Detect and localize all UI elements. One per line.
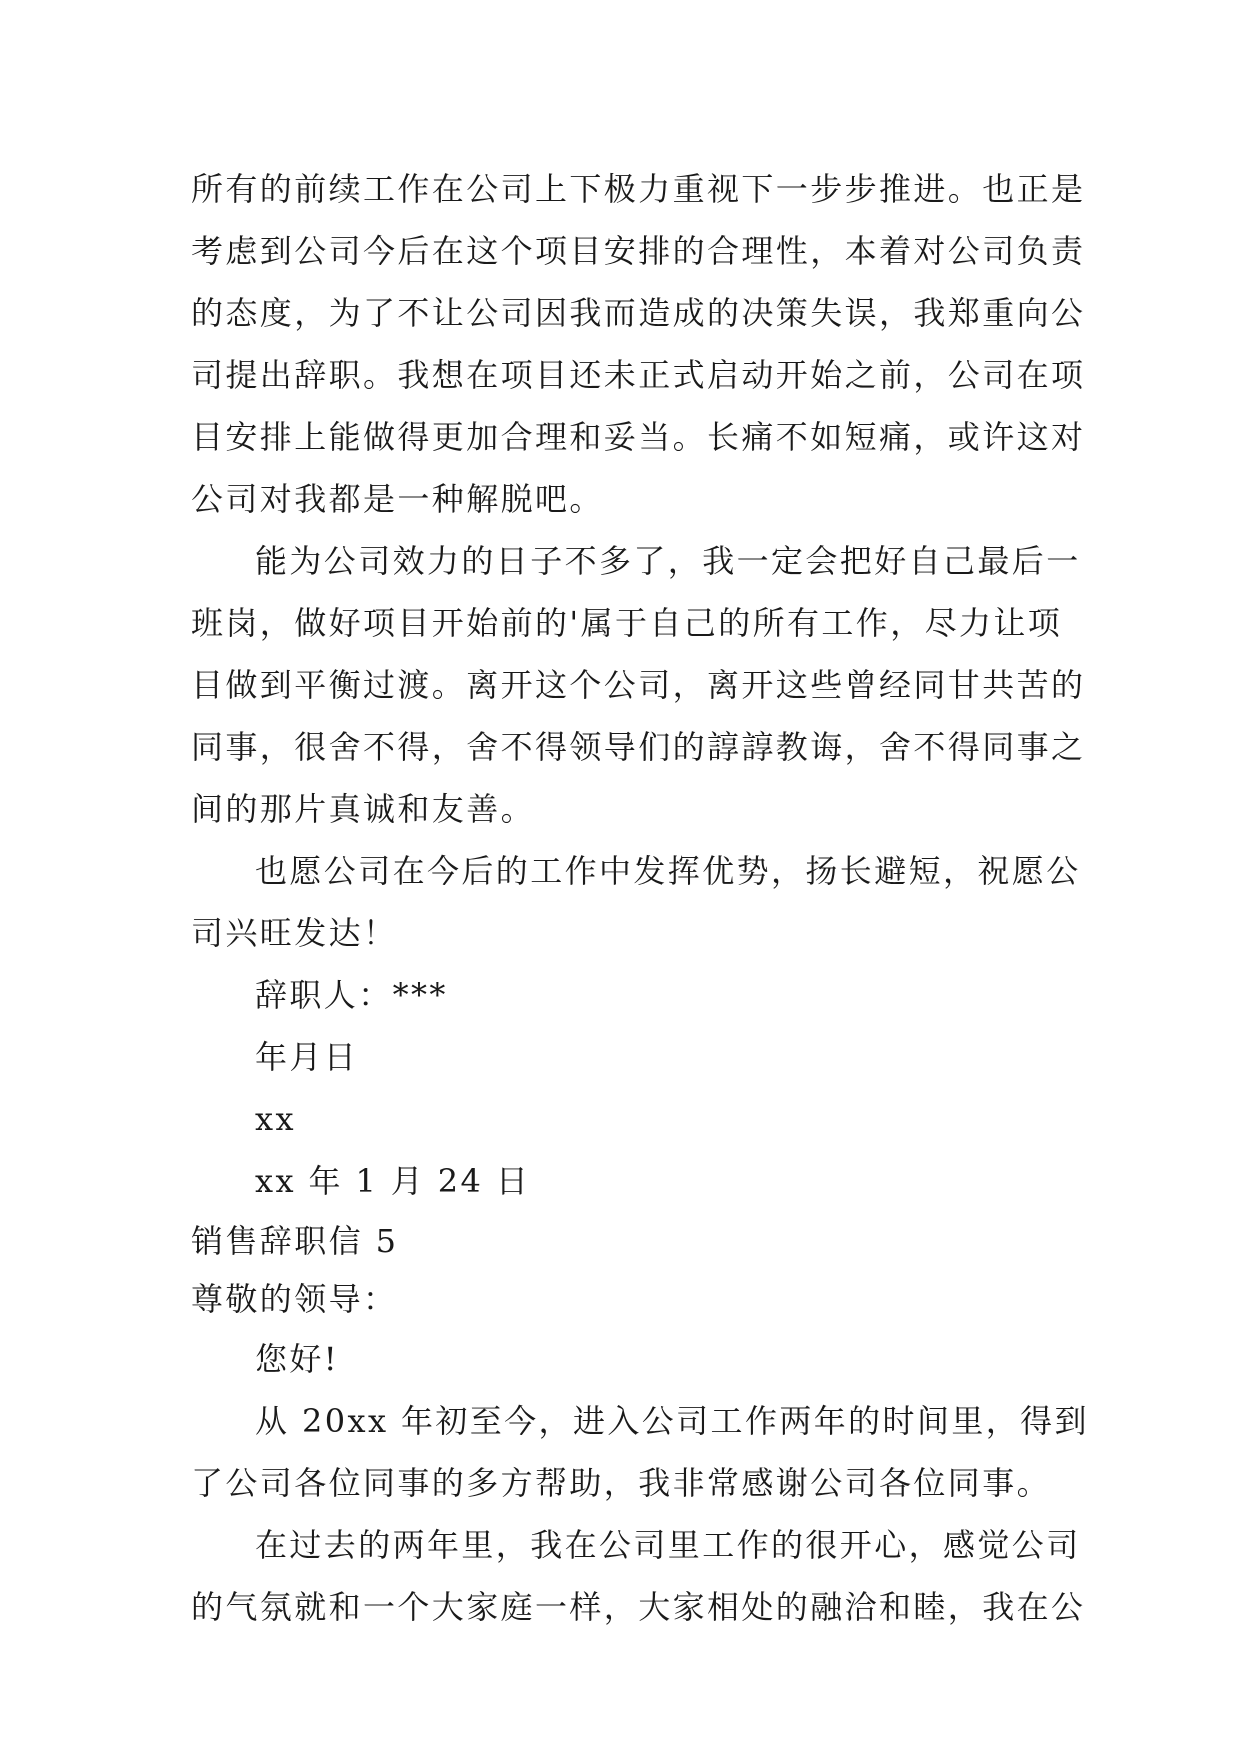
text-line: 同事，很舍不得，舍不得领导们的諄諄教诲，舍不得同事之 — [191, 728, 1086, 766]
text-line: 目安排上能做得更加合理和妥当。长痛不如短痛，或许这对 — [191, 418, 1086, 456]
section-heading: 销售辞职信 5 — [191, 1222, 399, 1260]
text-line: 考虑到公司今后在这个项目安排的合理性，本着对公司负责 — [191, 232, 1086, 270]
text-line: 所有的前续工作在公司上下极力重视下一步步推进。也正是 — [191, 170, 1086, 208]
text-line: 班岗，做好项目开始前的'属于自己的所有工作，尽力让项 — [191, 604, 1063, 642]
text-line: 的态度，为了不让公司因我而造成的决策失误，我郑重向公 — [191, 294, 1086, 332]
text-line: 的气氛就和一个大家庭一样，大家相处的融洽和睦，我在公 — [191, 1588, 1086, 1626]
text-line: 司兴旺发达！ — [191, 914, 398, 952]
text-line: 间的那片真诚和友善。 — [191, 790, 536, 828]
salutation: 尊敬的领导： — [191, 1280, 398, 1318]
text-line: 能为公司效力的日子不多了，我一定会把好自己最后一 — [255, 542, 1081, 580]
date-line: 年月日 — [255, 1038, 359, 1076]
text-line: 司提出辞职。我想在项目还未正式启动开始之前，公司在项 — [191, 356, 1086, 394]
text-line: 在过去的两年里，我在公司里工作的很开心，感觉公司 — [255, 1526, 1081, 1564]
document-body — [191, 158, 1089, 1638]
text-line: 公司对我都是一种解脱吧。 — [191, 480, 604, 518]
greeting: 您好! — [255, 1340, 340, 1378]
signature-line: 辞职人：*** — [255, 976, 448, 1014]
text-line: 从 20xx 年初至今，进入公司工作两年的时间里，得到 — [255, 1402, 1089, 1440]
text-line: 目做到平衡过渡。离开这个公司，离开这些曾经同甘共苦的 — [191, 666, 1086, 704]
text-line: 也愿公司在今后的工作中发挥优势，扬长避短，祝愿公 — [255, 852, 1081, 890]
text-line: 了公司各位同事的多方帮助，我非常感谢公司各位同事。 — [191, 1464, 1052, 1502]
date-line: xx 年 1 月 24 日 — [255, 1162, 531, 1200]
text-line: xx — [255, 1100, 296, 1138]
